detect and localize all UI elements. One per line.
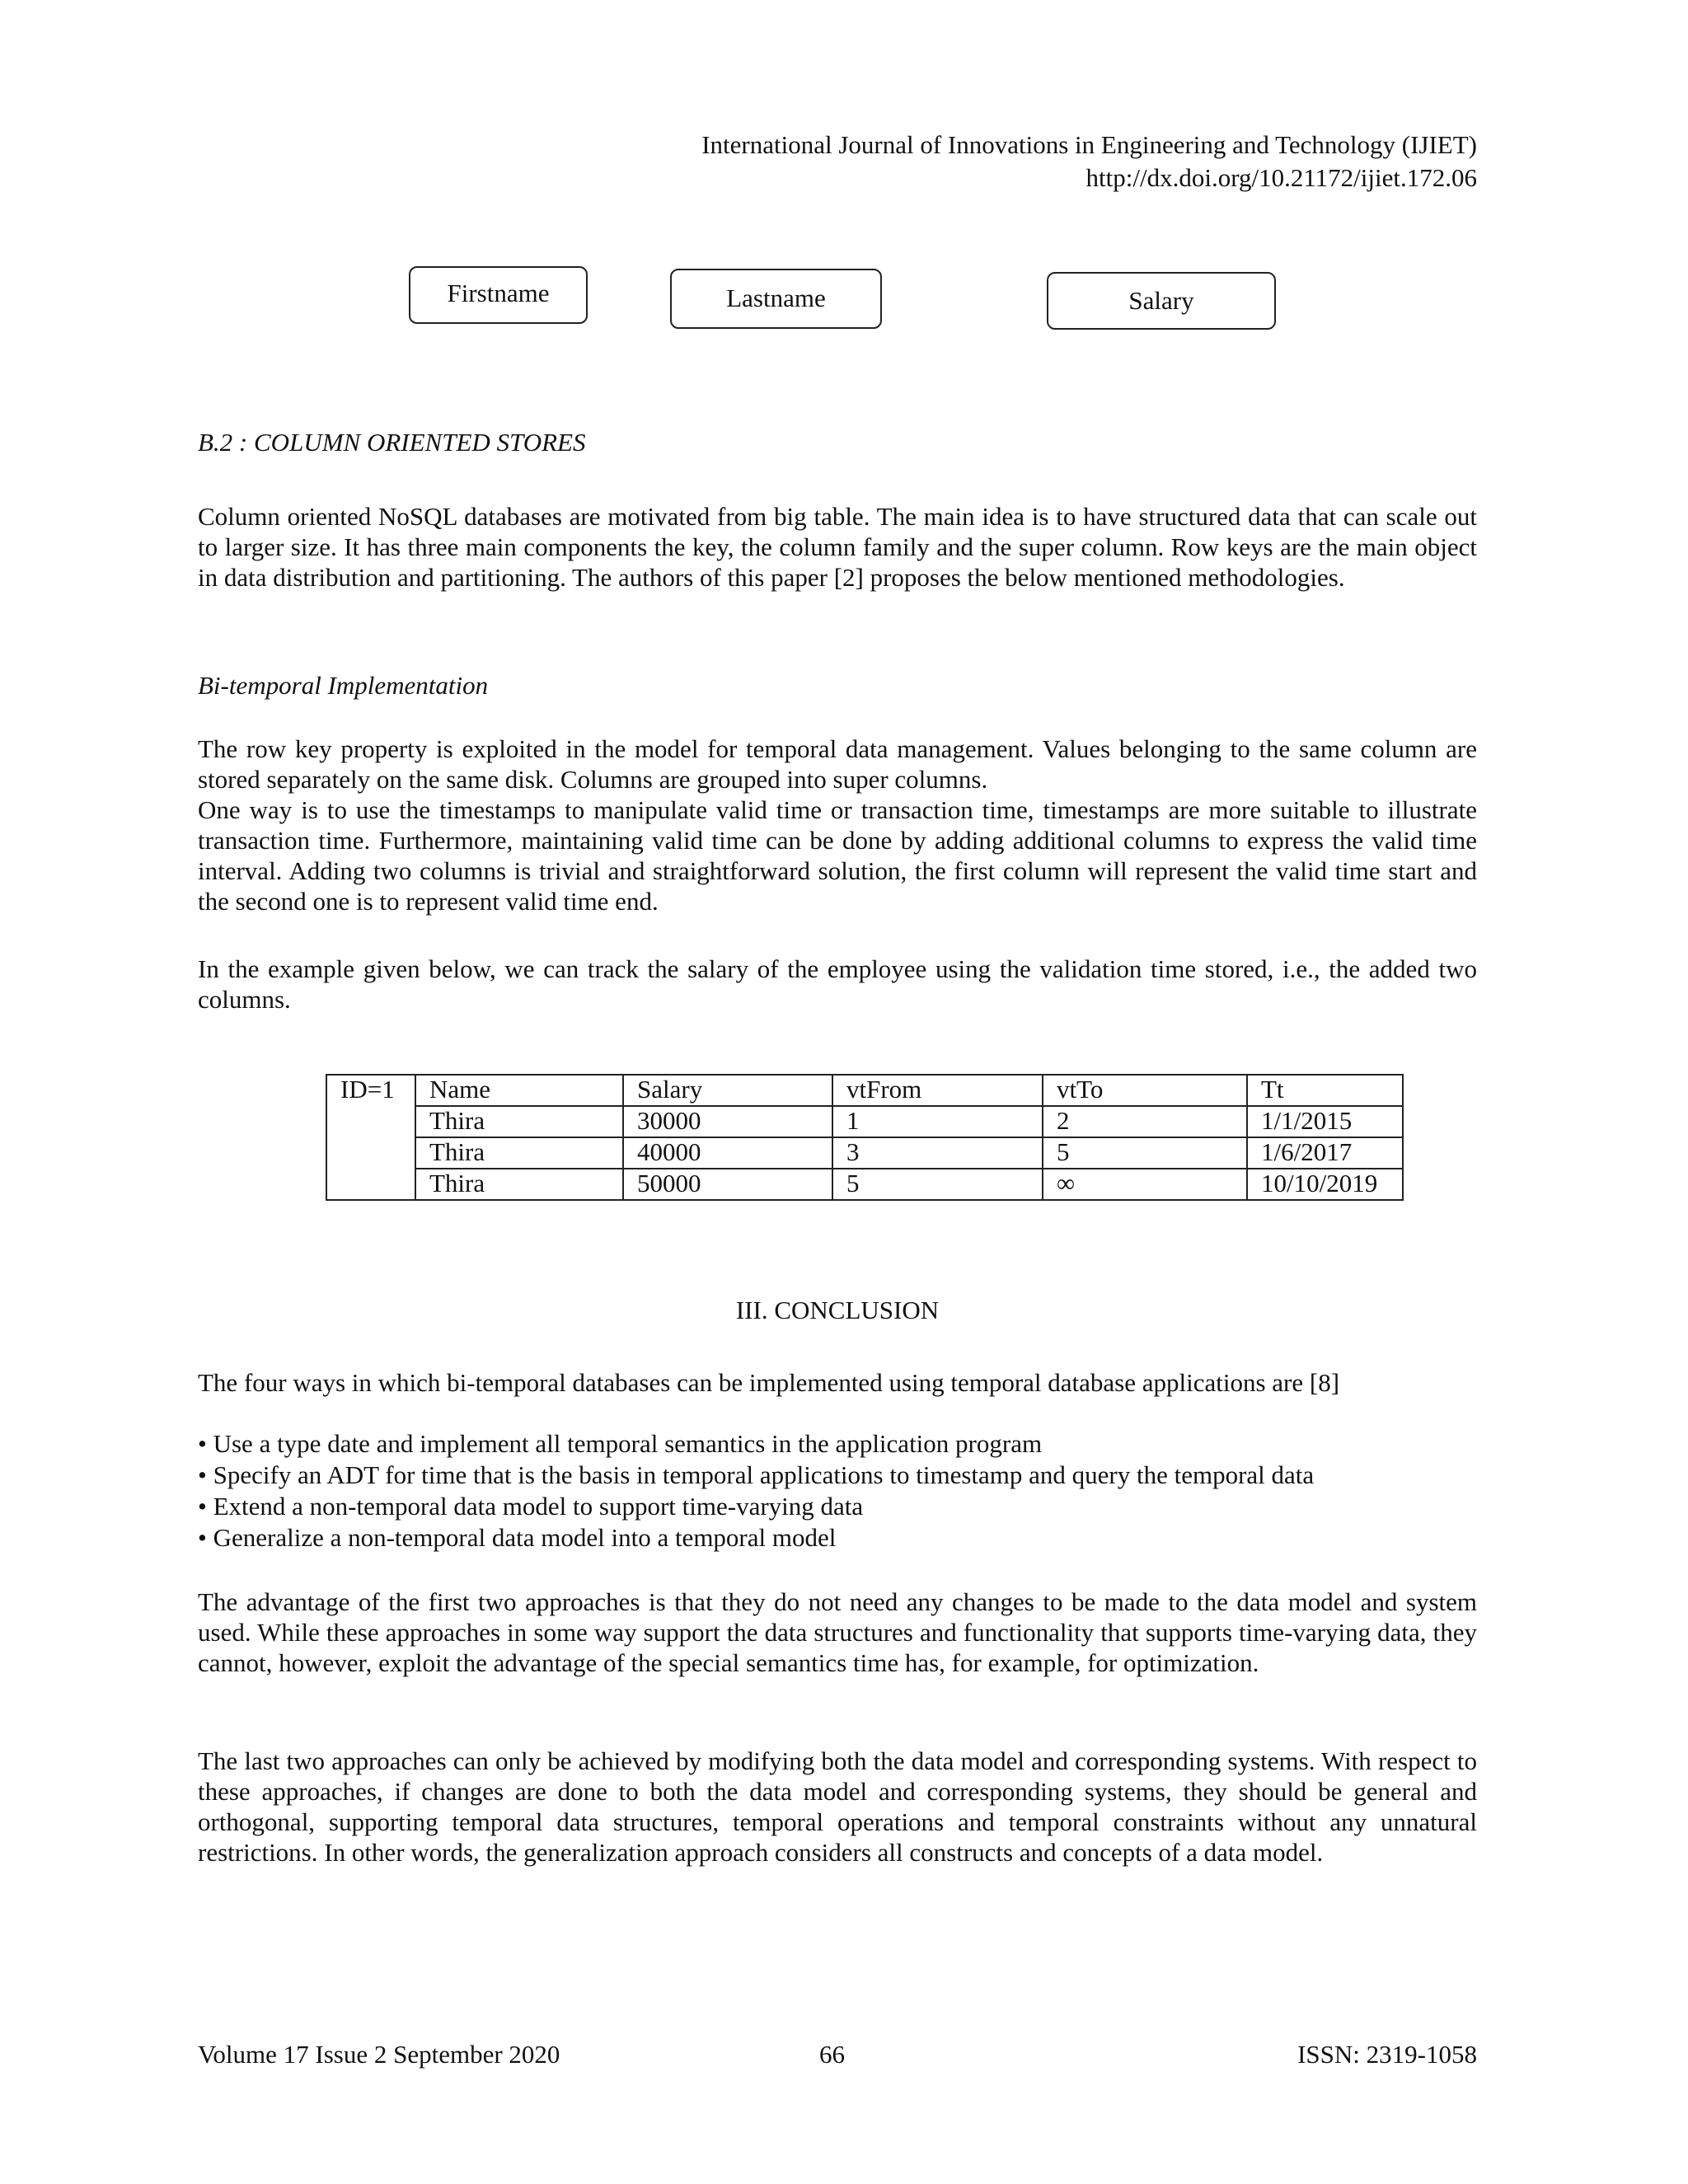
conclusion-intro: The four ways in which bi-temporal databases can be implemented using temporal database applications are [8] [198, 1368, 1340, 1397]
conclusion-bullet-list [198, 1428, 1314, 1554]
diagram-box-lastname: Lastname [670, 269, 882, 329]
table-cell: 1 [832, 1106, 1043, 1137]
table-cell: Thira [415, 1169, 623, 1200]
list-item: • Generalize a non-temporal data model into a temporal model [198, 1523, 837, 1552]
table-header-cell: vtTo [1043, 1075, 1247, 1106]
conclusion-heading: III. CONCLUSION [735, 1296, 940, 1324]
table-row [326, 1106, 1403, 1137]
journal-title: International Journal of Innovations in Engineering and Technology (IJIET) [701, 130, 1477, 159]
table-id-spacer [326, 1169, 415, 1200]
journal-header [701, 129, 1477, 194]
bitemporal-body [198, 733, 1477, 916]
footer-volume: Volume 17 Issue 2 September 2020 [198, 2040, 560, 2069]
table-cell: 50000 [623, 1169, 832, 1200]
subheading-bitemporal: Bi-temporal Implementation [198, 671, 489, 700]
table-cell: 1/6/2017 [1247, 1137, 1403, 1169]
table-header-cell: Name [415, 1075, 623, 1106]
table-header-cell: Salary [623, 1075, 832, 1106]
diagram-box-firstname: Firstname [409, 266, 588, 324]
list-item: • Use a type date and implement all temporal semantics in the application program [198, 1429, 1043, 1458]
bitemporal-paragraph-3: In the example given below, we can track the salary of the employee using the validation time stored, i.e., the added two columns. [198, 954, 1477, 1014]
table-cell: ∞ [1043, 1169, 1247, 1200]
list-item: • Specify an ADT for time that is the basis in temporal applications to timestamp and query the temporal data [198, 1460, 1315, 1489]
table-cell: 5 [1043, 1137, 1247, 1169]
diagram-box-salary: Salary [1047, 272, 1276, 330]
section-heading-column-stores: B.2 : COLUMN ORIENTED STORES [198, 428, 586, 457]
footer-issn: ISSN: 2319-1058 [1297, 2040, 1477, 2069]
table-id-spacer [326, 1106, 415, 1137]
table-cell: 2 [1043, 1106, 1247, 1137]
list-item: • Extend a non-temporal data model to support time-varying data [198, 1492, 864, 1521]
table-cell: 5 [832, 1169, 1043, 1200]
table-header-cell: Tt [1247, 1075, 1403, 1106]
column-stores-paragraph: Column oriented NoSQL databases are motivated from big table. The main idea is to have structured data that can scale out to larger size. It has three main components the key, the column family and the super column. Row keys are the main object in data distribution and partitioning. The authors of this paper [2] proposes the below mentioned methodologies. [198, 502, 1477, 592]
conclusion-advantage-paragraph: The advantage of the first two approaches is that they do not need any changes to be made to the data model and system used. While these approaches in some way support the data structures and functionality that supports time-varying data, they cannot, however, exploit the advantage of the special semantics time has, for example, for optimization. [198, 1587, 1477, 1677]
table-cell: 10/10/2019 [1247, 1169, 1403, 1200]
bitemporal-paragraph-2: One way is to use the timestamps to manipulate valid time or transaction time, timestamps are more suitable to illustrate transaction time. Furthermore, maintaining valid time can be done by adding additional columns to express the valid time interval. Adding two columns is trivial and straightforward solution, the first column will represent the valid time start and the second one is to represent valid time end. [198, 795, 1477, 916]
table-row [326, 1137, 1403, 1169]
bitemporal-paragraph-1: The row key property is exploited in the model for temporal data management. Values belonging to the same column are stored separately on the same disk. Columns are grouped into super columns. [198, 734, 1477, 794]
table-cell: 30000 [623, 1106, 832, 1137]
table-id-spacer [326, 1137, 415, 1169]
table-cell: Thira [415, 1137, 623, 1169]
table-cell: Thira [415, 1106, 623, 1137]
table-row [326, 1169, 1403, 1200]
table-header-cell: vtFrom [832, 1075, 1043, 1106]
table-cell: 3 [832, 1137, 1043, 1169]
table-header-row [326, 1075, 1403, 1106]
table-cell: 40000 [623, 1137, 832, 1169]
footer-page-number: 66 [819, 2040, 845, 2069]
table-id-cell: ID=1 [326, 1075, 415, 1106]
salary-table [326, 1074, 1404, 1201]
journal-doi: http://dx.doi.org/10.21172/ijiet.172.06 [1085, 163, 1477, 192]
table-cell: 1/1/2015 [1247, 1106, 1403, 1137]
conclusion-last-paragraph: The last two approaches can only be achieved by modifying both the data model and corresponding systems. With respect to these approaches, if changes are done to both the data model and corresponding systems, they should be general and orthogonal, supporting temporal data structures, temporal operations and temporal constraints without any unnatural restrictions. In other words, the generalization approach considers all constructs and concepts of a data model. [198, 1746, 1477, 1867]
